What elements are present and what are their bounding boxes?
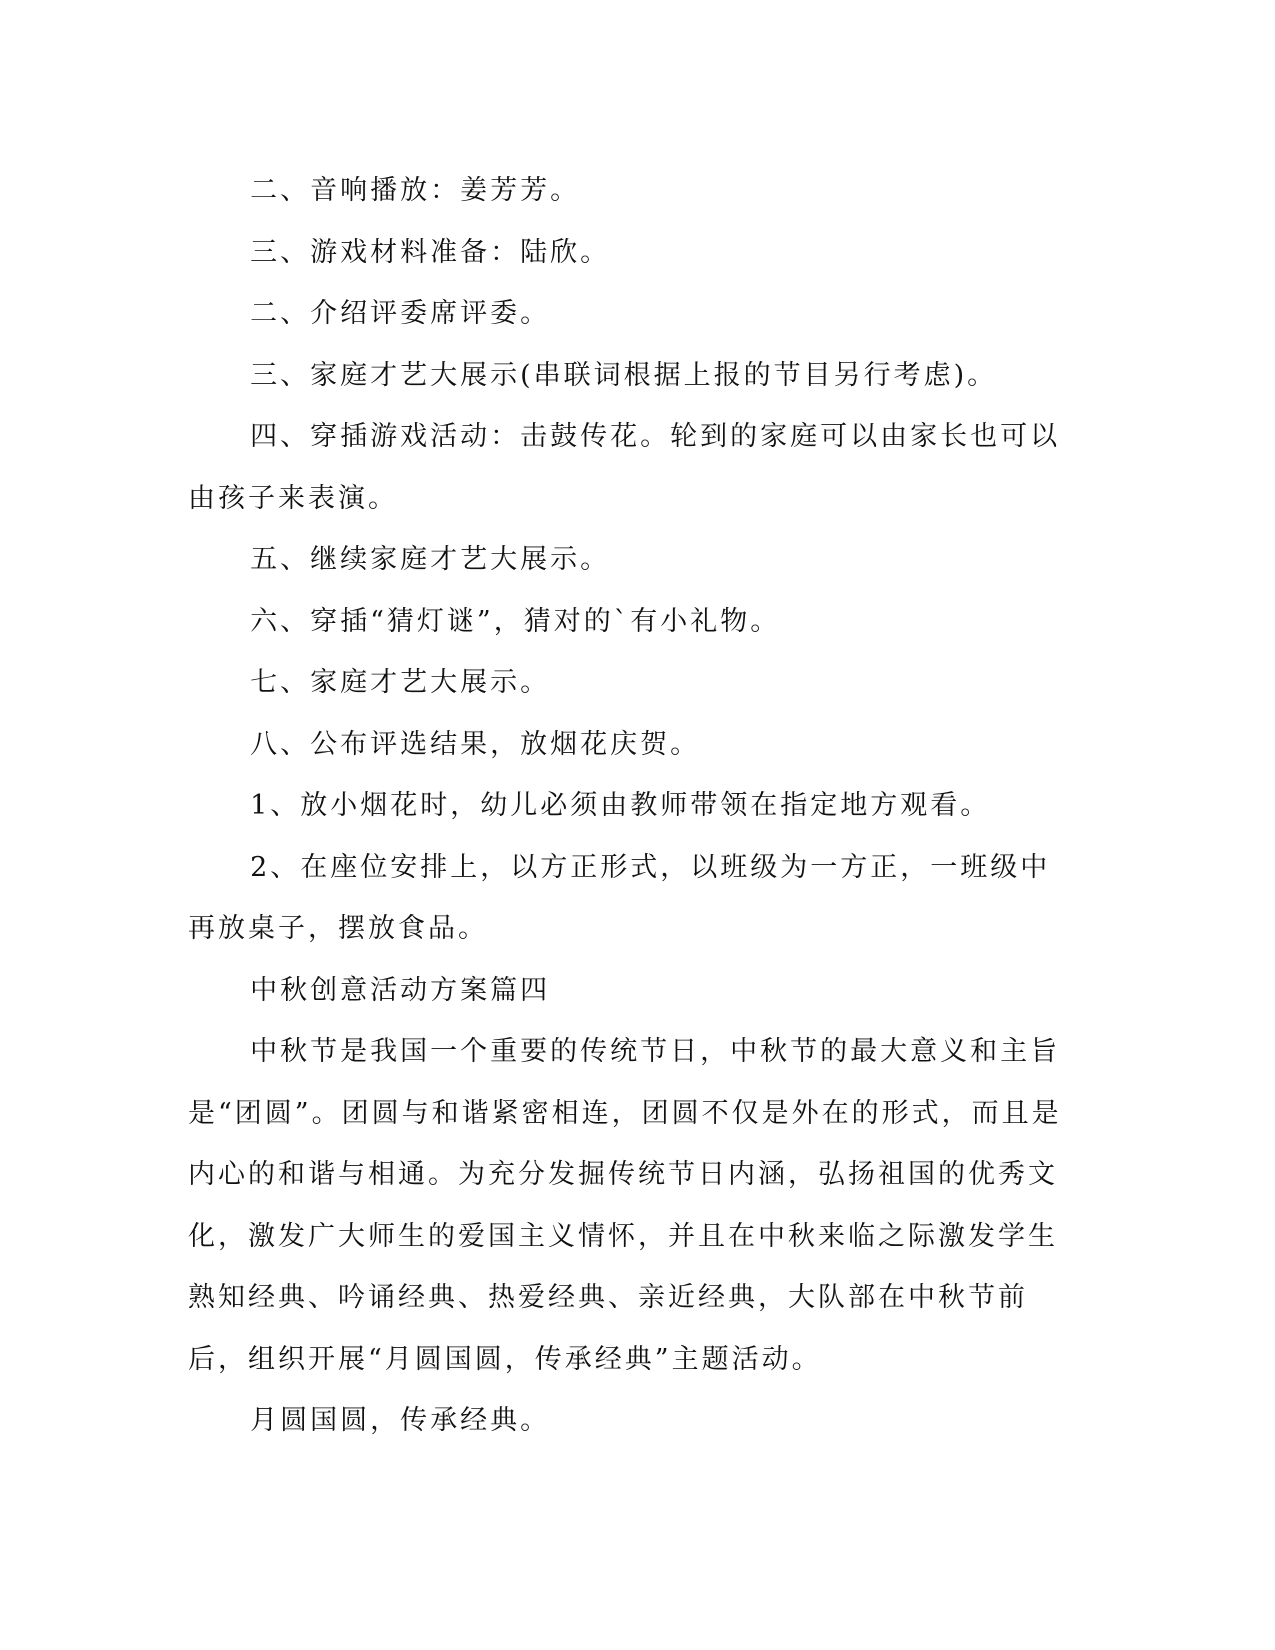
paragraph-family-talent-show: 三、家庭才艺大展示(串联词根据上报的节目另行考虑)。 bbox=[250, 359, 998, 391]
paragraph-interlude-game: 四、穿插游戏活动：击鼓传花。轮到的家庭可以由家长也可以由孩子来表演。 bbox=[188, 421, 1061, 514]
paragraph-game-materials: 三、游戏材料准备：陆欣。 bbox=[250, 236, 611, 268]
paragraph-talent-show: 七、家庭才艺大展示。 bbox=[250, 667, 551, 698]
paragraph-lantern-riddles: 六、穿插“猜灯谜”，猜对的`有小礼物。 bbox=[250, 605, 781, 637]
paragraph-announce-results: 八、公布评选结果，放烟花庆贺。 bbox=[250, 728, 701, 760]
paragraph-sound-playback: 二、音响播放：姜芳芳。 bbox=[250, 175, 581, 206]
section-heading: 中秋创意活动方案篇四 bbox=[250, 974, 551, 1006]
paragraph-continue-talent-show: 五、继续家庭才艺大展示。 bbox=[250, 544, 611, 575]
paragraph-introduce-judges: 二、介绍评委席评委。 bbox=[250, 298, 551, 329]
document-body bbox=[188, 160, 1078, 1452]
paragraph-seating-arrangement: 2、在座位安排上，以方正形式，以班级为一方正，一班级中再放桌子，摆放食品。 bbox=[188, 851, 1051, 944]
paragraph-theme: 月圆国圆，传承经典。 bbox=[250, 1405, 551, 1436]
paragraph-mid-autumn-intro: 中秋节是我国一个重要的传统节日，中秋节的最大意义和主旨是“团圆”。团圆与和谐紧密相连，团圆不仅是外在的形式，而且是内心的和谐与相通。为充分发掘传统节日内涵，弘扬祖国的优秀文化，激发广大师生的爱国主义情怀，并且在中秋来临之际激发学生熟知经典、吟诵经典、热爱经典、亲近经典，大队部在中秋节前后，组织开展“月圆国圆，传承经典”主题活动。 bbox=[188, 1036, 1062, 1375]
paragraph-fireworks-safety: 1、放小烟花时，幼儿必须由教师带领在指定地方观看。 bbox=[250, 790, 991, 821]
